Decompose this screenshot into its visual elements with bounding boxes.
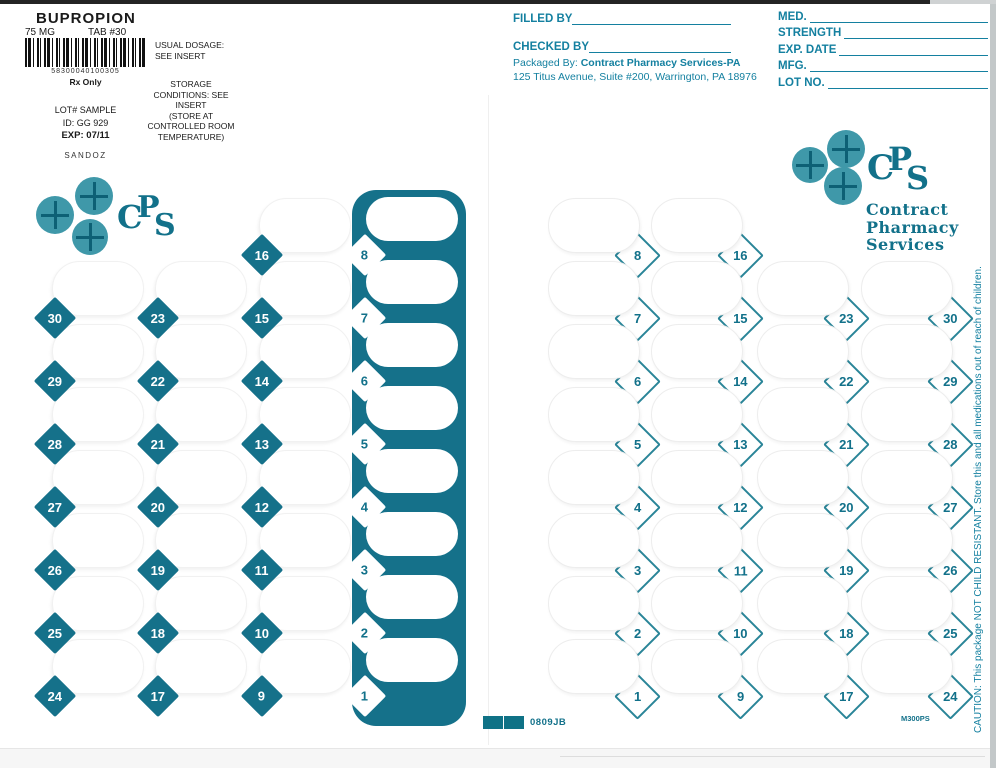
day-number: 14 bbox=[254, 373, 270, 389]
expiration-date: EXP: 07/11 bbox=[61, 130, 110, 141]
day-number: 17 bbox=[150, 688, 166, 704]
part-number: M300PS bbox=[901, 714, 930, 723]
blister-cell bbox=[861, 324, 953, 379]
cps-monogram: C P S bbox=[867, 140, 930, 197]
medication-info-fields bbox=[778, 11, 988, 93]
day-number: 22 bbox=[150, 373, 166, 389]
day-number: 3 bbox=[361, 562, 369, 578]
drug-name: BUPROPION bbox=[36, 10, 136, 27]
blister-cell bbox=[366, 323, 458, 367]
scan-edge-bottom bbox=[0, 748, 990, 768]
storage-conditions-text: STORAGE CONDITIONS: SEE INSERT (STORE AT CONTROLLED ROOM TEMPERATURE) bbox=[147, 79, 235, 142]
day-number: 6 bbox=[633, 373, 641, 389]
day-number: 29 bbox=[942, 373, 958, 389]
blister-cell bbox=[757, 513, 849, 568]
print-code: 0809JB bbox=[530, 717, 567, 728]
day-number: 7 bbox=[633, 310, 641, 326]
blister-cell bbox=[548, 324, 640, 379]
day-number: 23 bbox=[150, 310, 166, 326]
checked-by-label: CHECKED BY bbox=[513, 41, 590, 53]
scan-edge-top bbox=[0, 0, 930, 4]
day-number: 12 bbox=[732, 499, 748, 515]
med-field: MED. bbox=[778, 11, 988, 23]
day-number: 17 bbox=[838, 688, 854, 704]
day-number: 27 bbox=[942, 499, 958, 515]
day-number: 11 bbox=[733, 562, 747, 578]
dosage-line1: USUAL DOSAGE: bbox=[155, 40, 225, 50]
med-blank-line bbox=[810, 11, 988, 23]
day-number: 25 bbox=[942, 625, 958, 641]
filled-by-blank-line bbox=[572, 12, 731, 25]
day-number: 19 bbox=[838, 562, 854, 578]
day-number: 28 bbox=[942, 436, 958, 452]
day-number: 18 bbox=[838, 625, 854, 641]
logo-wordmark: Contract Pharmacy Services bbox=[866, 200, 959, 254]
day-number: 28 bbox=[47, 436, 63, 452]
day-number: 22 bbox=[838, 373, 854, 389]
filled-by-label: FILLED BY bbox=[513, 13, 573, 25]
day-number: 27 bbox=[47, 499, 63, 515]
blister-cell bbox=[548, 639, 640, 694]
lot-no-blank-line bbox=[828, 77, 988, 89]
day-number: 2 bbox=[361, 625, 369, 641]
blister-cell bbox=[651, 513, 743, 568]
dosage-line2: SEE INSERT bbox=[155, 50, 206, 61]
day-number: 10 bbox=[254, 625, 270, 641]
day-number: 9 bbox=[258, 688, 266, 704]
day-number: 15 bbox=[732, 310, 748, 326]
day-number: 13 bbox=[732, 436, 748, 452]
day-number: 18 bbox=[150, 625, 166, 641]
day-number: 29 bbox=[47, 373, 63, 389]
blister-cell bbox=[757, 576, 849, 631]
pill-icon bbox=[75, 177, 113, 215]
cps-monogram: C P S bbox=[117, 190, 176, 243]
day-number: 7 bbox=[361, 310, 369, 326]
day-number: 30 bbox=[942, 310, 958, 326]
day-number: 20 bbox=[838, 499, 854, 515]
blister-cell bbox=[366, 197, 458, 241]
rx-only-text: Rx Only bbox=[69, 77, 102, 87]
drug-strength: 75 MG bbox=[25, 27, 56, 38]
blister-cell bbox=[651, 450, 743, 505]
caution-text: CAUTION: This package NOT CHILD RESISTANT. Store this and all medications out of reach of children. bbox=[973, 266, 984, 733]
day-number: 21 bbox=[838, 436, 854, 452]
tablet-count: TAB #30 bbox=[88, 27, 127, 38]
day-number: 15 bbox=[254, 310, 270, 326]
strength-blank-line bbox=[844, 27, 988, 39]
blister-cell bbox=[757, 324, 849, 379]
blister-cell bbox=[651, 261, 743, 316]
day-number: 1 bbox=[361, 688, 369, 704]
blister-cell bbox=[548, 513, 640, 568]
blister-cell bbox=[651, 639, 743, 694]
day-number: 19 bbox=[150, 562, 166, 578]
blister-cell bbox=[861, 576, 953, 631]
day-number: 5 bbox=[361, 436, 369, 452]
barcode bbox=[25, 38, 146, 67]
blister-cell bbox=[651, 198, 743, 253]
day-number: 16 bbox=[254, 247, 270, 263]
day-number: 9 bbox=[736, 688, 744, 704]
pill-icon bbox=[36, 196, 74, 234]
day-number: 12 bbox=[254, 499, 270, 515]
day-number: 10 bbox=[732, 625, 748, 641]
filled-by-field bbox=[513, 12, 731, 25]
blister-cell bbox=[757, 261, 849, 316]
blister-cell bbox=[651, 387, 743, 442]
lot-number: LOT# SAMPLE bbox=[54, 105, 117, 115]
blister-cell bbox=[366, 575, 458, 619]
pill-icon bbox=[792, 147, 828, 183]
strength-field: STRENGTH bbox=[778, 27, 988, 39]
day-number: 14 bbox=[732, 373, 748, 389]
day-number: 8 bbox=[633, 247, 641, 263]
day-number: 11 bbox=[255, 562, 269, 578]
day-number: 1 bbox=[633, 688, 641, 704]
day-number: 30 bbox=[47, 310, 63, 326]
blister-cell bbox=[757, 450, 849, 505]
blister-cell bbox=[548, 261, 640, 316]
blister-cell bbox=[651, 576, 743, 631]
id-number: ID: GG 929 bbox=[62, 118, 109, 128]
blister-cell bbox=[548, 450, 640, 505]
day-number: 3 bbox=[633, 562, 641, 578]
checked-by-field bbox=[513, 40, 731, 53]
day-number: 8 bbox=[361, 247, 369, 263]
blister-cell bbox=[366, 260, 458, 304]
blister-cell bbox=[651, 324, 743, 379]
day-number: 6 bbox=[361, 373, 369, 389]
day-number: 13 bbox=[254, 436, 270, 452]
scan-edge-top-right bbox=[930, 0, 996, 4]
scan-edge-right bbox=[990, 4, 996, 768]
day-number: 23 bbox=[838, 310, 854, 326]
day-number: 21 bbox=[150, 436, 166, 452]
pill-icon bbox=[827, 130, 865, 168]
lot-no-field: LOT NO. bbox=[778, 77, 988, 89]
day-number: 2 bbox=[633, 625, 641, 641]
blister-cell bbox=[548, 387, 640, 442]
day-number: 24 bbox=[942, 688, 958, 704]
exp-date-field: EXP. DATE bbox=[778, 44, 988, 56]
pill-icon bbox=[72, 219, 108, 255]
day-number: 4 bbox=[361, 499, 369, 515]
mfg-blank-line bbox=[810, 60, 988, 72]
packaged-by-line: Packaged By: Contract Pharmacy Services-PA bbox=[513, 57, 741, 69]
blister-cell bbox=[757, 387, 849, 442]
day-number: 4 bbox=[633, 499, 641, 515]
pill-icon bbox=[824, 167, 862, 205]
blister-cell bbox=[548, 198, 640, 253]
blister-cell bbox=[366, 512, 458, 556]
mfg-field: MFG. bbox=[778, 60, 988, 72]
day-number: 25 bbox=[47, 625, 63, 641]
blister-cell bbox=[861, 387, 953, 442]
checked-by-blank-line bbox=[589, 40, 731, 53]
blister-cell bbox=[366, 386, 458, 430]
day-number: 5 bbox=[633, 436, 641, 452]
blister-cell bbox=[861, 261, 953, 316]
card-bottom-edge bbox=[560, 756, 985, 757]
blister-cell bbox=[757, 639, 849, 694]
barcode-number: 58300040100305 bbox=[51, 68, 120, 75]
blister-cell bbox=[548, 576, 640, 631]
blister-cell bbox=[861, 639, 953, 694]
pharmacy-address: 125 Titus Avenue, Suite #200, Warrington, PA 18976 bbox=[513, 71, 757, 83]
print-color-swatch bbox=[483, 716, 524, 729]
exp-date-blank-line bbox=[839, 44, 988, 56]
blister-cell bbox=[861, 450, 953, 505]
blister-cell bbox=[366, 638, 458, 682]
day-number: 20 bbox=[150, 499, 166, 515]
day-number: 24 bbox=[47, 688, 63, 704]
pharmacy-name: Contract Pharmacy Services-PA bbox=[580, 57, 741, 69]
blister-cell bbox=[861, 513, 953, 568]
day-number: 16 bbox=[732, 247, 748, 263]
card-fold-line bbox=[488, 95, 489, 745]
manufacturer-name: SANDOZ bbox=[64, 151, 107, 160]
day-number: 26 bbox=[942, 562, 958, 578]
day-number: 26 bbox=[47, 562, 63, 578]
usual-dosage-text bbox=[155, 40, 245, 61]
blister-cell bbox=[366, 449, 458, 493]
